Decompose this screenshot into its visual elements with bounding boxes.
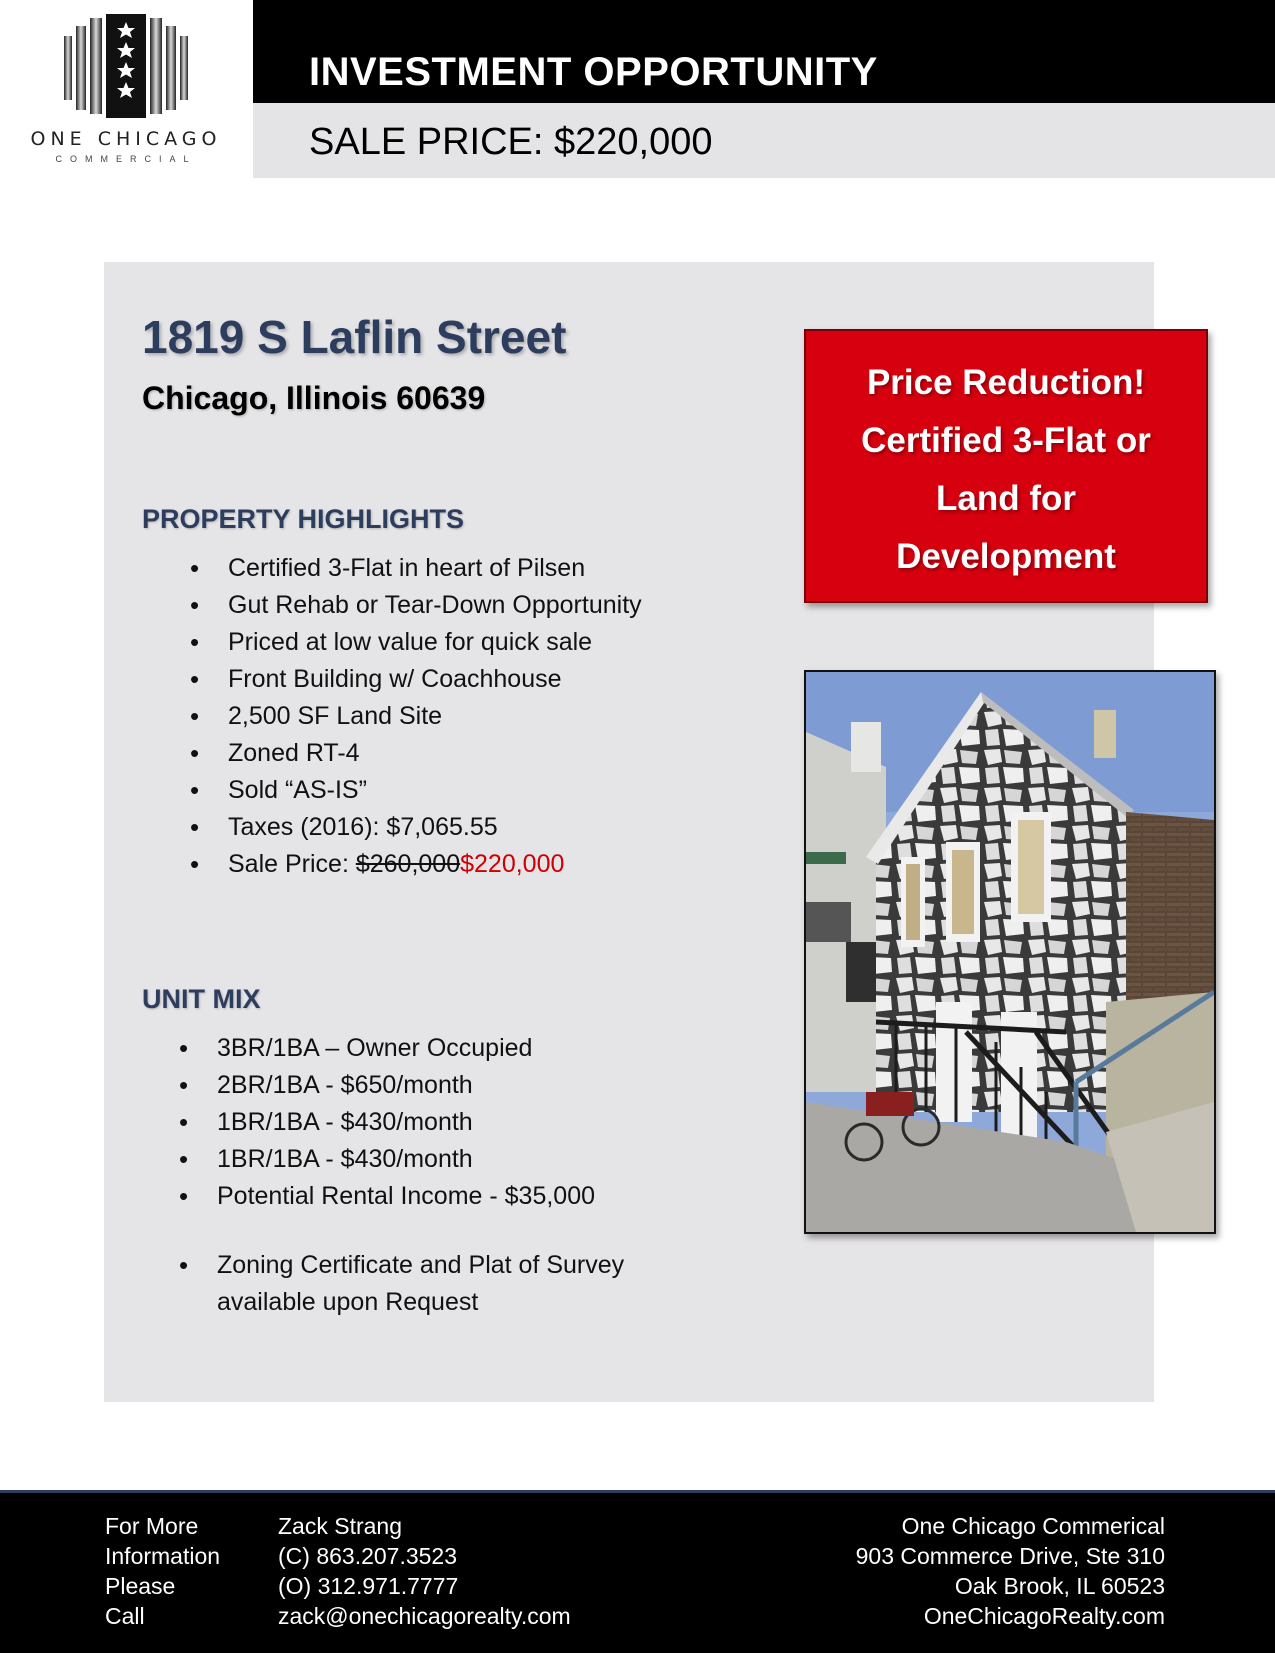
highlights-list [228,550,642,883]
footer-contact-bar [0,1490,1275,1653]
highlights-heading: PROPERTY HIGHLIGHTS [142,504,465,534]
list-item: • 2,500 SF Land Site [228,698,642,735]
footer-text: For More [105,1513,199,1539]
sale-price-label: Sale Price: [228,850,349,878]
footer-call-label [105,1511,220,1631]
price-reduction-callout [804,329,1208,603]
stone-building-photo [806,672,1214,1232]
footer-text: Call [105,1603,145,1629]
list-item-sale-price [228,846,642,883]
property-photo [804,670,1216,1234]
footer-text: Information [105,1543,221,1569]
unit-mix-list [217,1030,595,1215]
page-title: INVESTMENT OPPORTUNITY [309,50,878,94]
list-item: • 1BR/1BA - $430/month [217,1141,595,1178]
header-title-bar [253,0,1275,103]
promo-line: Development [896,537,1116,576]
list-item: • Certified 3-Flat in heart of Pilsen [228,550,642,587]
company-website: OneChicagoRealty.com [923,1603,1165,1629]
footer-company-info [856,1511,1165,1631]
footer-text: Please [105,1573,176,1599]
company-street: 903 Commerce Drive, Ste 310 [855,1543,1165,1569]
agent-office-phone: (O) 312.971.7777 [278,1573,459,1599]
new-price: $220,000 [460,850,565,878]
list-item: • Zoned RT-4 [228,735,642,772]
agent-name: Zack Strang [278,1513,402,1539]
list-item: • Potential Rental Income - $35,000 [217,1178,595,1215]
company-logo [0,0,252,178]
company-name: One Chicago Commerical [901,1513,1165,1539]
list-item: • Front Building w/ Coachhouse [228,661,642,698]
footer-agent-contact [278,1511,571,1631]
agent-email: zack@onechicagorealty.com [278,1603,571,1629]
list-item: • Sold “AS-IS” [228,772,642,809]
sale-price-heading: SALE PRICE: $220,000 [309,121,713,163]
zoning-note-line1: Zoning Certificate and Plat of Survey [217,1251,625,1279]
list-item: • Gut Rehab or Tear-Down Opportunity [228,587,642,624]
unit-mix-heading: UNIT MIX [142,984,261,1014]
logo-name: ONE CHICAGO [30,128,222,150]
agent-cell-phone: (C) 863.207.3523 [278,1543,458,1569]
promo-line: Land for [936,479,1076,518]
list-item: • Taxes (2016): $7,065.55 [228,809,642,846]
old-price: $260,000 [355,850,461,878]
header-price-bar [253,103,1275,178]
zoning-note-list [217,1247,624,1321]
zoning-note-line2: available upon Request [217,1288,479,1316]
logo-subtitle: COMMERCIAL [55,154,197,164]
list-item: • 2BR/1BA - $650/month [217,1067,595,1104]
list-item-zoning-note [217,1247,624,1321]
list-item: • 1BR/1BA - $430/month [217,1104,595,1141]
company-city: Oak Brook, IL 60523 [954,1573,1165,1599]
building-stars-logo-icon [62,14,190,118]
property-address: 1819 S Laflin Street [142,311,567,363]
list-item: • Priced at low value for quick sale [228,624,642,661]
property-city: Chicago, Illinois 60639 [142,380,486,416]
list-item: • 3BR/1BA – Owner Occupied [217,1030,595,1067]
promo-line: Certified 3-Flat or [861,421,1151,460]
promo-line: Price Reduction! [866,363,1146,402]
